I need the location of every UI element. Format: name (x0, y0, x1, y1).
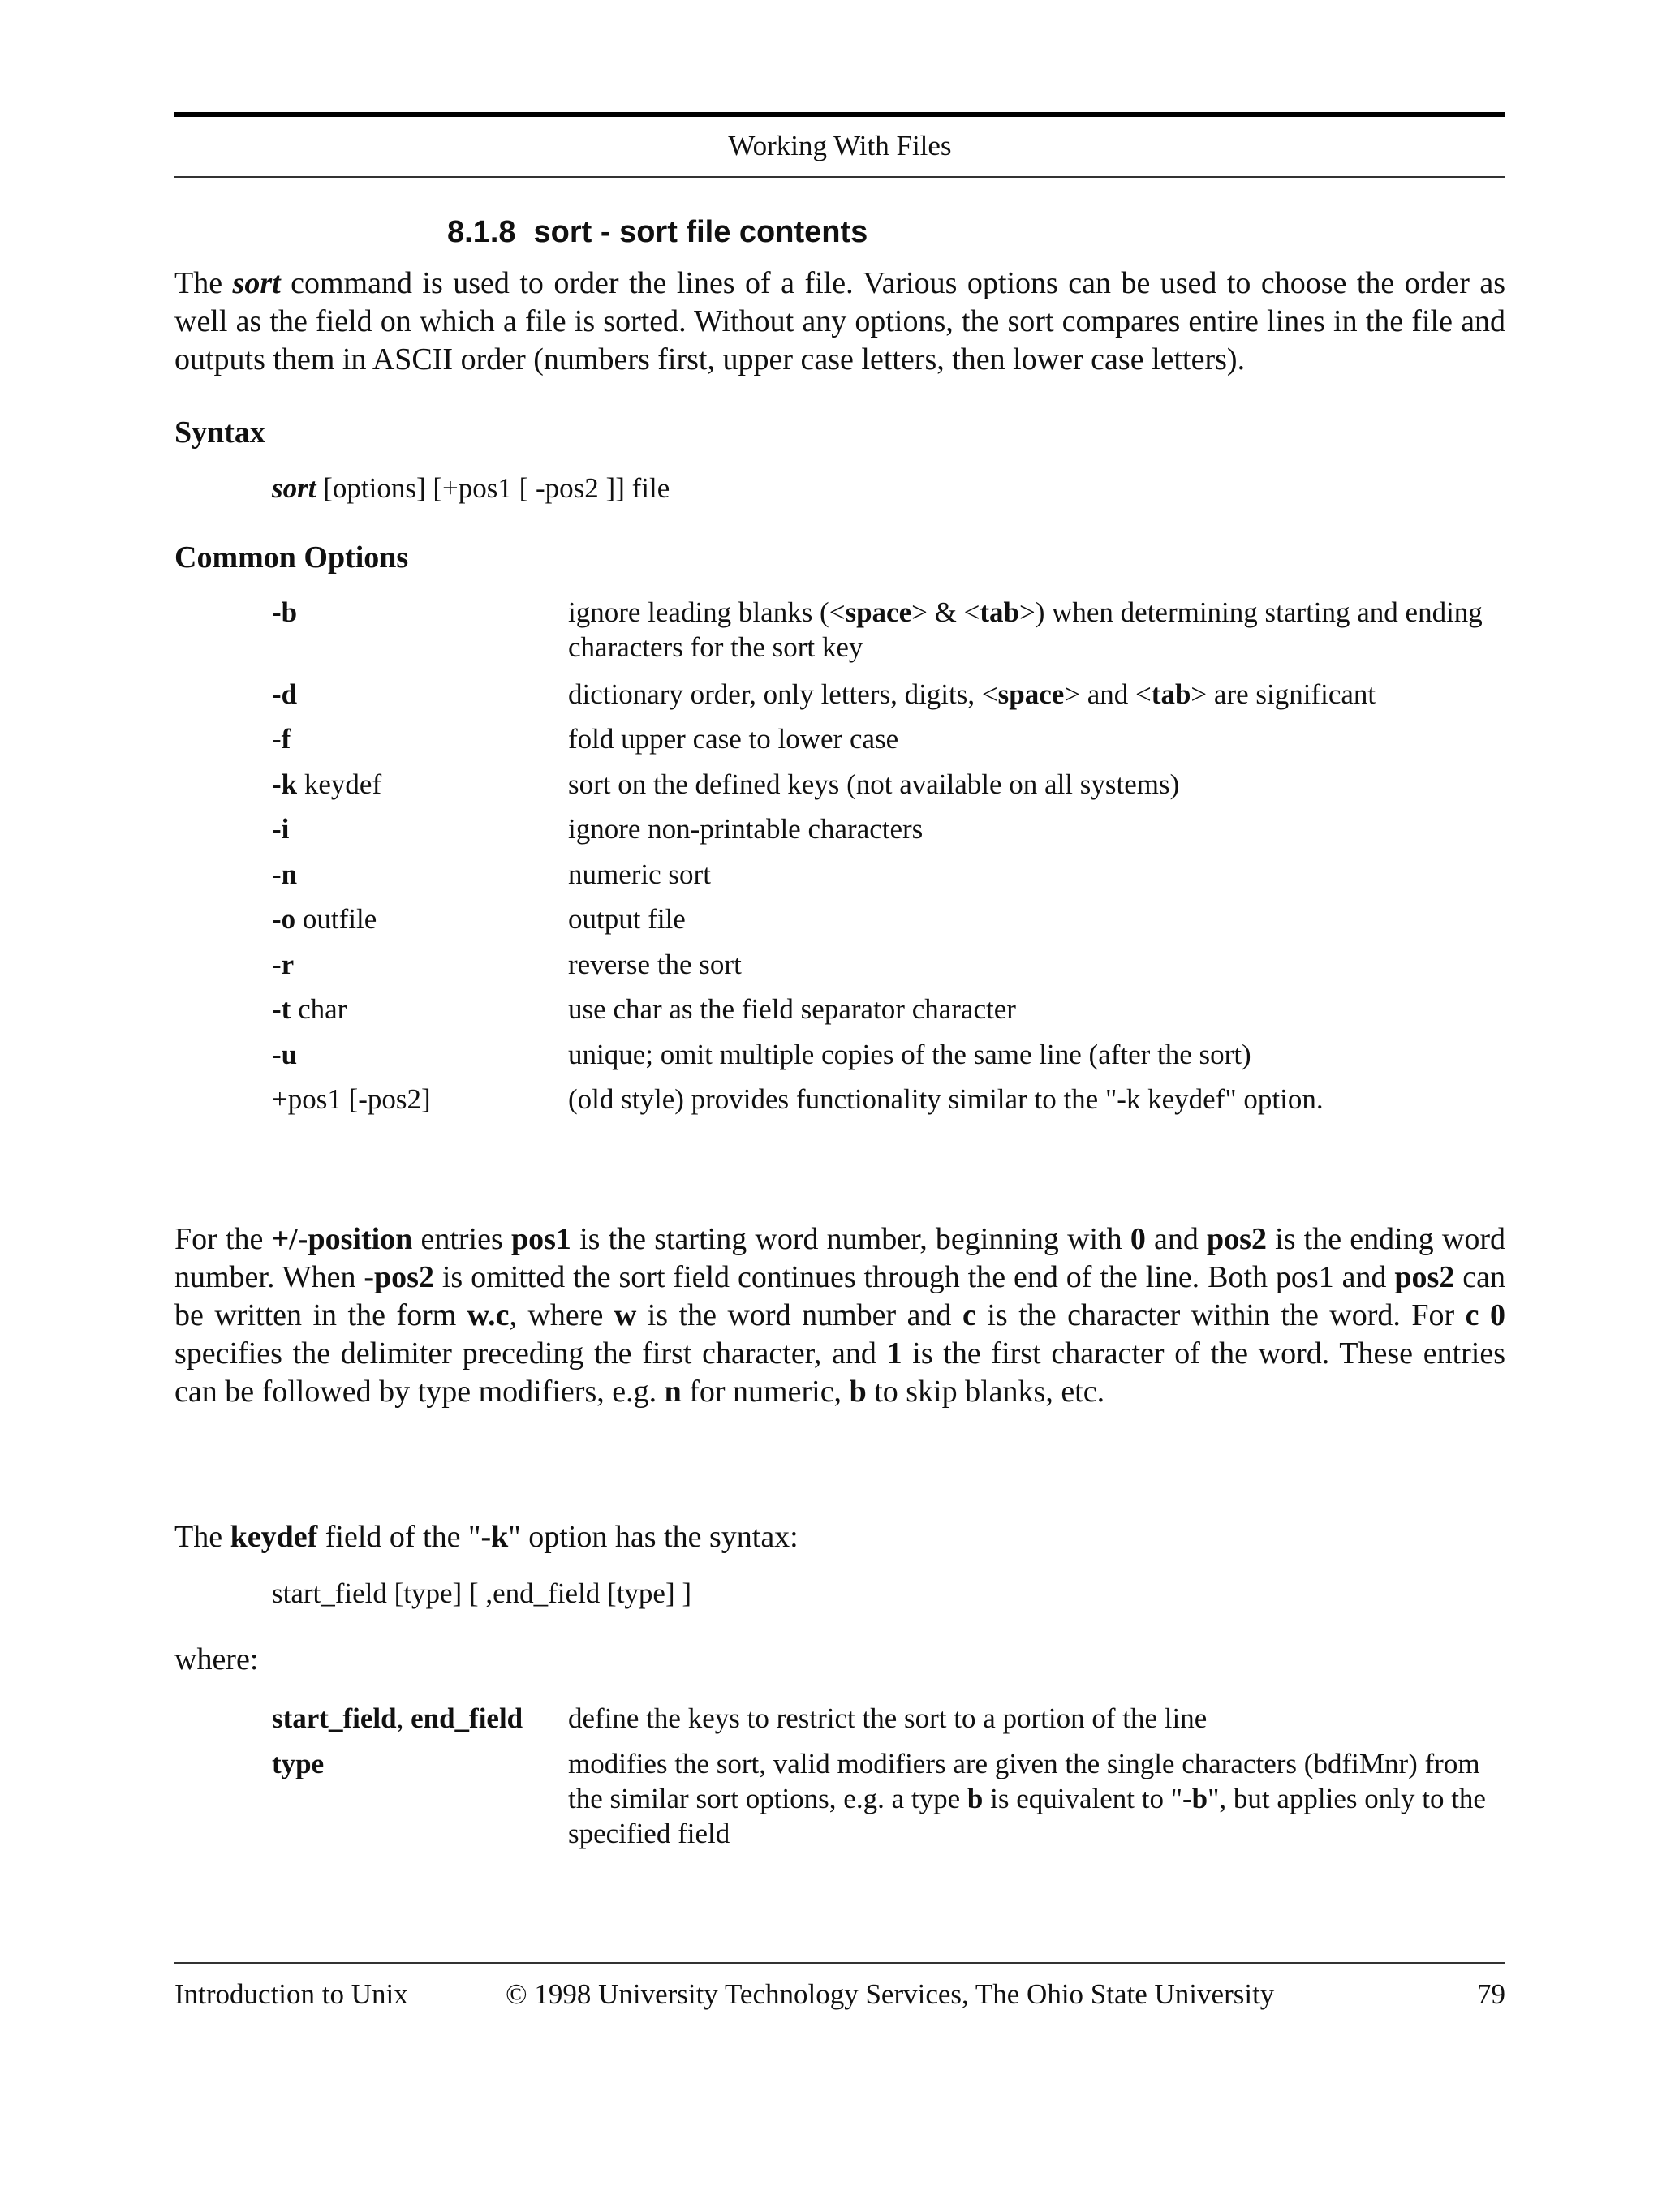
section-number: 8.1.8 (447, 215, 516, 249)
option-description: use char as the field separator character (568, 993, 1016, 1025)
where-term: type (272, 1748, 325, 1779)
intro-body: command is used to order the lines of a file. Various options can be used to choose the order as well as the field on which a file is sorted. Without any options, the sort compares entire lines in the file and outputs them in ASCII order (numbers first, upper case letters, then lower case letters). (174, 266, 1506, 377)
option-flag: -b (272, 596, 298, 628)
footer-copyright: © 1998 University Technology Services, The Ohio State University (506, 1978, 1275, 2010)
option-flag: -t char (272, 993, 347, 1025)
where-label: where: (174, 1642, 259, 1676)
section-title-text: sort - sort file contents (533, 215, 868, 249)
footer-rule (174, 1962, 1505, 1964)
syntax-command: sort (272, 472, 316, 504)
header-rule-thick (174, 112, 1505, 117)
keydef-syntax: start_field [type] [ ,end_field [type] ] (272, 1577, 692, 1609)
option-flag: -u (272, 1039, 298, 1070)
option-flag: -f (272, 723, 291, 755)
option-description: unique; omit multiple copies of the same line (after the sort) (568, 1039, 1251, 1070)
option-description: ignore leading blanks (<space> & <tab>) when determining starting and ending characters for the sort key (568, 596, 1483, 663)
option-flag: -i (272, 813, 290, 845)
option-description: numeric sort (568, 859, 711, 890)
option-flag: -o outfile (272, 903, 377, 935)
footer-left: Introduction to Unix (174, 1978, 408, 2010)
section-title (447, 213, 868, 252)
intro-command: sort (232, 266, 281, 300)
where-description: define the keys to restrict the sort to a portion of the line (568, 1702, 1208, 1734)
option-description: ignore non-printable characters (568, 813, 924, 845)
option-flag: -n (272, 859, 298, 890)
position-paragraph: For the +/-position entries pos1 is the starting word number, beginning with 0 and pos2 is the ending word number. When -pos2 is omitted the sort field continues through the end of the line. Both pos1 and pos2 can be written in the form w.c, where w is the word number and c is the character within the word. For c 0 specifies the delimiter preceding the first character, and 1 is the first character of the word. These entries can be followed by type modifiers, e.g. n for numeric, b to skip blanks, etc. (174, 1222, 1506, 1409)
intro-lead: The (174, 266, 233, 300)
running-head: Working With Files (728, 130, 952, 161)
where-description: modifies the sort, valid modifiers are given the single characters (bdfiMnr) from the similar sort options, e.g. a type b is equivalent to "-b", but applies only to the specified field (568, 1748, 1486, 1849)
intro-paragraph (174, 265, 1505, 379)
option-flag: -r (272, 949, 295, 980)
option-flag: -k keydef (272, 768, 382, 800)
option-description: sort on the defined keys (not available on all systems) (568, 768, 1180, 800)
option-description: fold upper case to lower case (568, 723, 899, 755)
keydef-paragraph: The keydef field of the "-k" option has the syntax: (174, 1520, 799, 1554)
page-number: 79 (1477, 1978, 1505, 2010)
header-rule-thin (174, 176, 1505, 178)
option-description: reverse the sort (568, 949, 742, 980)
option-flag: +pos1 [-pos2] (272, 1083, 431, 1115)
option-description: (old style) provides functionality similar to the "-k keydef" option. (568, 1083, 1324, 1115)
syntax-heading: Syntax (174, 415, 265, 450)
syntax-args: [options] [+pos1 [ -pos2 ]] file (316, 472, 670, 504)
option-description: dictionary order, only letters, digits, <space> and <tab> are significant (568, 678, 1376, 710)
document-page (174, 0, 1505, 2212)
syntax-line (272, 471, 670, 506)
option-flag: -d (272, 678, 298, 710)
where-term: start_field, end_field (272, 1702, 523, 1734)
common-options-heading: Common Options (174, 540, 409, 575)
option-description: output file (568, 903, 686, 935)
